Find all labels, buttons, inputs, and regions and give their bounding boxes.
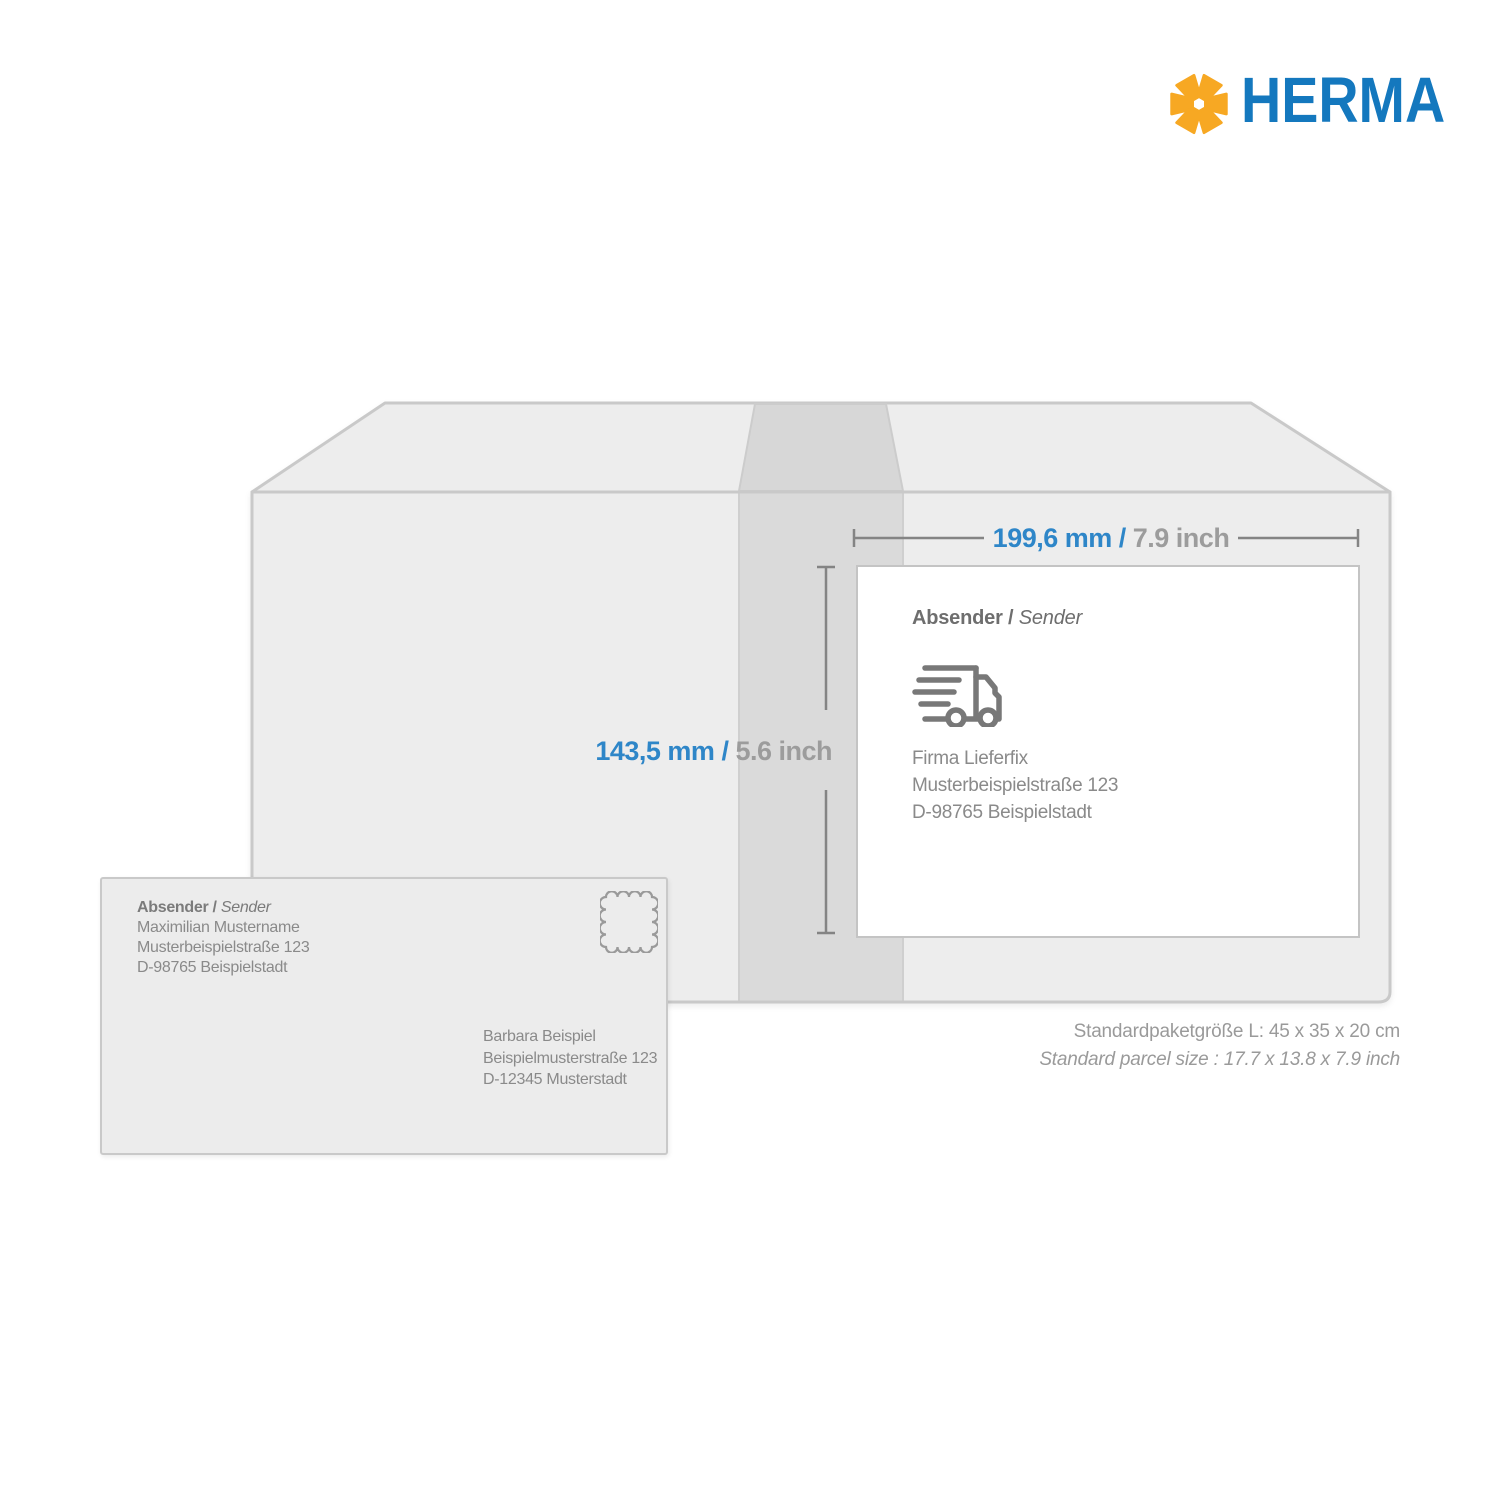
label-address-line: D-98765 Beispielstadt bbox=[912, 802, 1092, 823]
envelope-recipient-block bbox=[483, 1026, 657, 1091]
label-address-line: Firma Lieferfix bbox=[912, 748, 1028, 769]
parcel-size-info bbox=[900, 1018, 1400, 1074]
width-inch-value: 7.9 inch bbox=[1125, 523, 1230, 553]
label-address-line: Musterbeispielstraße 123 bbox=[912, 775, 1119, 796]
envelope-sender-line: Musterbeispielstraße 123 bbox=[137, 939, 310, 956]
label-sender-header bbox=[912, 607, 1082, 630]
height-dimension-value bbox=[560, 736, 832, 767]
label-sender-header-de: Absender / bbox=[912, 607, 1014, 629]
envelope-sender-header bbox=[137, 898, 309, 918]
parcel-tape-top bbox=[739, 404, 903, 491]
width-mm-value: 199,6 mm / bbox=[992, 523, 1126, 553]
envelope-recipient-line: Beispielmusterstraße 123 bbox=[483, 1049, 658, 1067]
parcel-size-en: Standard parcel size : 17.7 x 13.8 x 7.9 inch bbox=[1039, 1049, 1400, 1070]
herma-asterisk-icon bbox=[1168, 70, 1230, 138]
height-inch-value: 5.6 inch bbox=[728, 736, 832, 766]
stamp-placeholder-icon bbox=[600, 891, 658, 953]
label-sender-header-en: Sender bbox=[1013, 607, 1083, 629]
herma-logo-text: HERMA bbox=[1241, 64, 1446, 136]
envelope-sender-line: D-98765 Beispielstadt bbox=[137, 959, 288, 976]
shipping-label bbox=[856, 565, 1360, 938]
width-dimension-value bbox=[985, 523, 1237, 554]
envelope-recipient-line: Barbara Beispiel bbox=[483, 1028, 596, 1045]
parcel-size-de: Standardpaketgröße L: 45 x 35 x 20 cm bbox=[1073, 1021, 1400, 1042]
envelope-recipient-line: D-12345 Musterstadt bbox=[483, 1071, 627, 1088]
delivery-truck-icon bbox=[904, 657, 1016, 727]
envelope-sender-header-de: Absender / bbox=[137, 899, 217, 916]
height-mm-value: 143,5 mm / bbox=[595, 736, 729, 766]
label-sender-address bbox=[912, 745, 1118, 826]
envelope-sender-block bbox=[137, 898, 309, 978]
envelope-sender-header-en: Sender bbox=[216, 899, 271, 916]
envelope bbox=[100, 877, 668, 1155]
envelope-sender-line: Maximilian Mustername bbox=[137, 919, 300, 936]
